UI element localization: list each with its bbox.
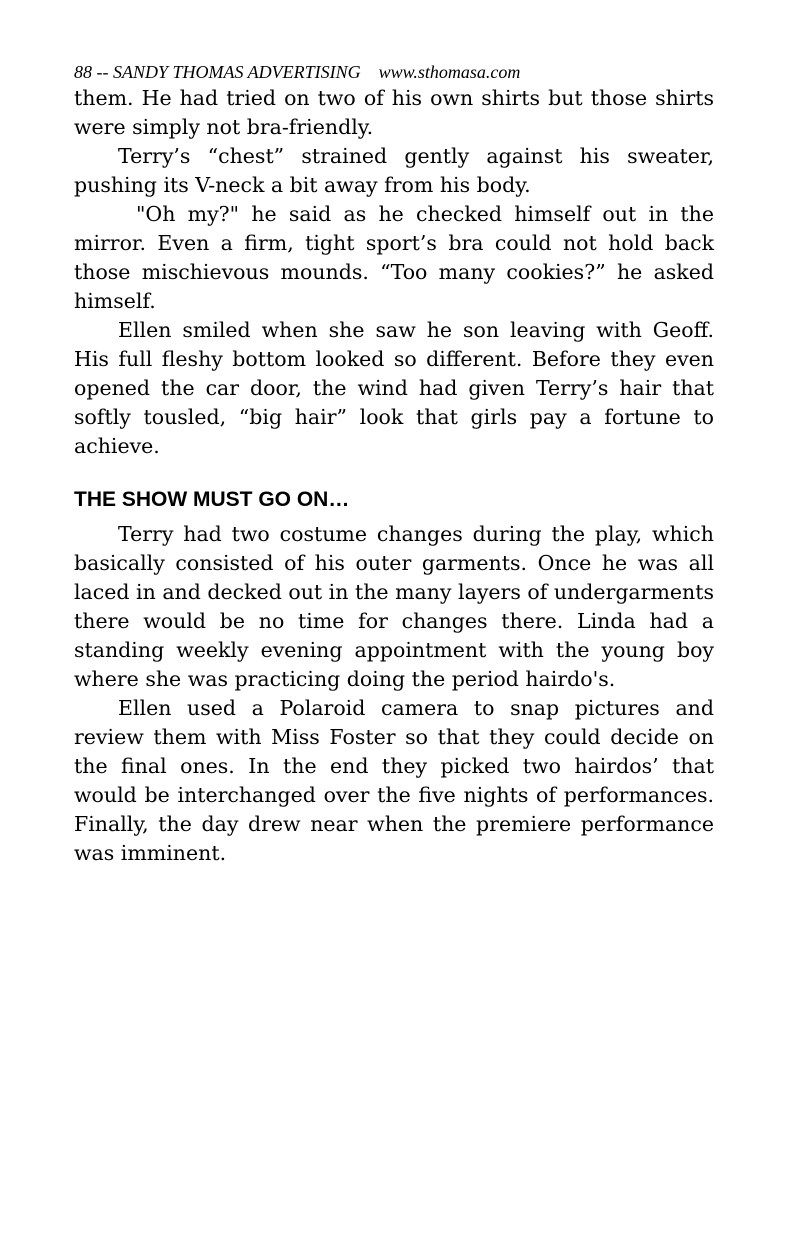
header-url: www.sthomasa.com [378, 62, 521, 82]
paragraph: Ellen smiled when she saw he son leaving with Geoff. His full fleshy bottom looked so different. Before they even opened the car door, the wind had given Terry’s hair that softly tousled, “big hair” look that girls pay a fortune to achieve. [74, 318, 714, 458]
paragraph: Terry’s “chest” strained gently against his sweater, pushing its V-neck a bit away from his body. [74, 144, 714, 197]
paragraph: Terry had two costume changes during the play, which basically consisted of his outer garments. Once he was all laced in and decked out in the many layers of undergarments there would be no time for changes there. Linda had a standing weekly evening appointment with the young boy where she was practicing doing the period hairdo's. [74, 522, 714, 691]
paragraph: them. He had tried on two of his own shirts but those shirts were simply not bra-friendly. [74, 86, 714, 139]
running-header [74, 60, 714, 84]
page-number-title: 88 -- SANDY THOMAS ADVERTISING [74, 62, 361, 82]
section-heading: THE SHOW MUST GO ON… [74, 488, 350, 511]
book-page [74, 60, 714, 868]
paragraph: Ellen used a Polaroid camera to snap pictures and review them with Miss Foster so that they could decide on the final ones. In the end they picked two hairdos’ that would be interchanged over the five nights of performances. Finally, the day drew near when the premiere performance was imminent. [74, 696, 714, 865]
paragraph: "Oh my?" he said as he checked himself out in the mirror. Even a firm, tight sport’s bra could not hold back those mischievous mounds. “Too many cookies?” he asked himself. [74, 202, 714, 313]
